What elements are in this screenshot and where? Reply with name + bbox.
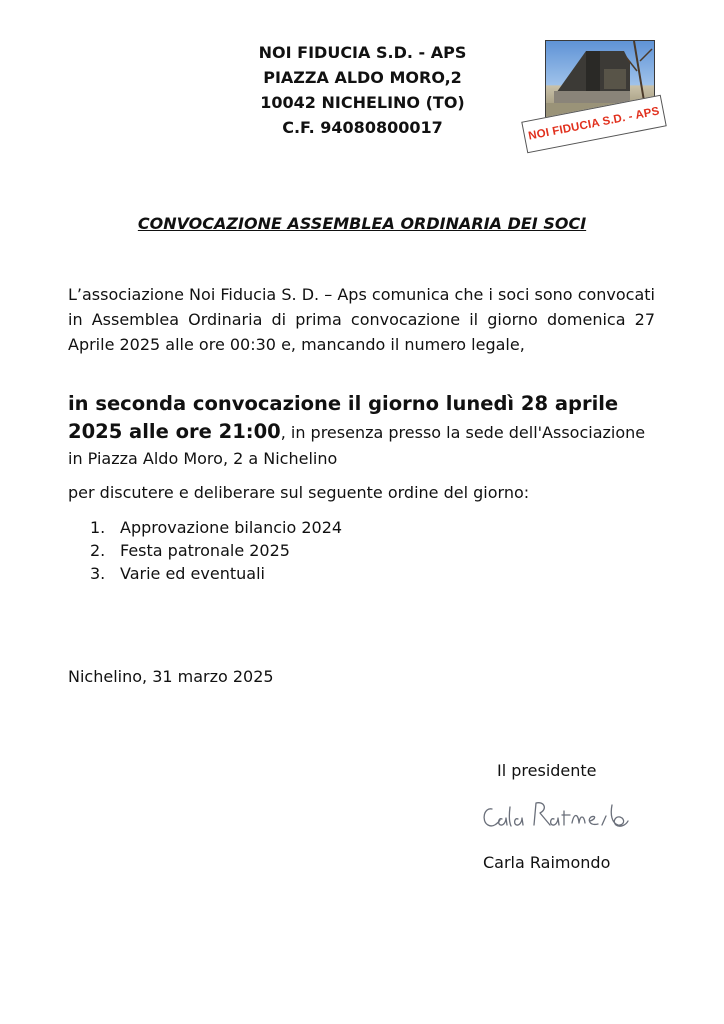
president-role: Il presidente (497, 761, 597, 780)
association-name: NOI FIDUCIA S.D. - APS (258, 43, 467, 62)
agenda-list (90, 516, 342, 585)
handwritten-signature (478, 795, 638, 841)
agenda-text: Festa patronale 2025 (120, 541, 290, 560)
agenda-intro: per discutere e deliberare sul seguente ordine del giorno: (68, 483, 530, 502)
place-date: Nichelino, 31 marzo 2025 (68, 667, 274, 686)
convocation-paragraph: L’associazione Noi Fiducia S. D. – Aps comunica che i soci sono convocati in Assemblea Ordinaria di prima convocazione il giorno domenica 27 Aprile 2025 alle ore 00:30 e, mancando il numero legale, (68, 285, 655, 354)
list-item (90, 516, 342, 539)
agenda-text: Approvazione bilancio 2024 (120, 518, 343, 537)
association-city: 10042 NICHELINO (TO) (260, 93, 465, 112)
agenda-number: 1. (90, 518, 106, 537)
agenda-number: 2. (90, 541, 106, 560)
agenda-text: Varie ed eventuali (120, 564, 265, 583)
association-address: PIAZZA ALDO MORO,2 (263, 68, 462, 87)
logo-stamp-text: NOI FIDUCIA S.D. - APS (527, 105, 661, 143)
list-item (90, 562, 342, 585)
second-call-location: , in presenza presso la sede dell'Associazione in Piazza Aldo Moro, 2 a Nichelino (68, 423, 646, 468)
association-tax-code: C.F. 94080800017 (282, 118, 443, 137)
second-call-paragraph (68, 390, 655, 471)
list-item (90, 539, 342, 562)
second-call-bold: in seconda convocazione il giorno lunedì 28 aprile 2025 alle ore 21:00 (68, 392, 619, 443)
agenda-number: 3. (90, 564, 106, 583)
letterhead (215, 40, 510, 140)
document-title: CONVOCAZIONE ASSEMBLEA ORDINARIA DEI SOCI (137, 214, 587, 233)
president-name: Carla Raimondo (483, 853, 611, 872)
